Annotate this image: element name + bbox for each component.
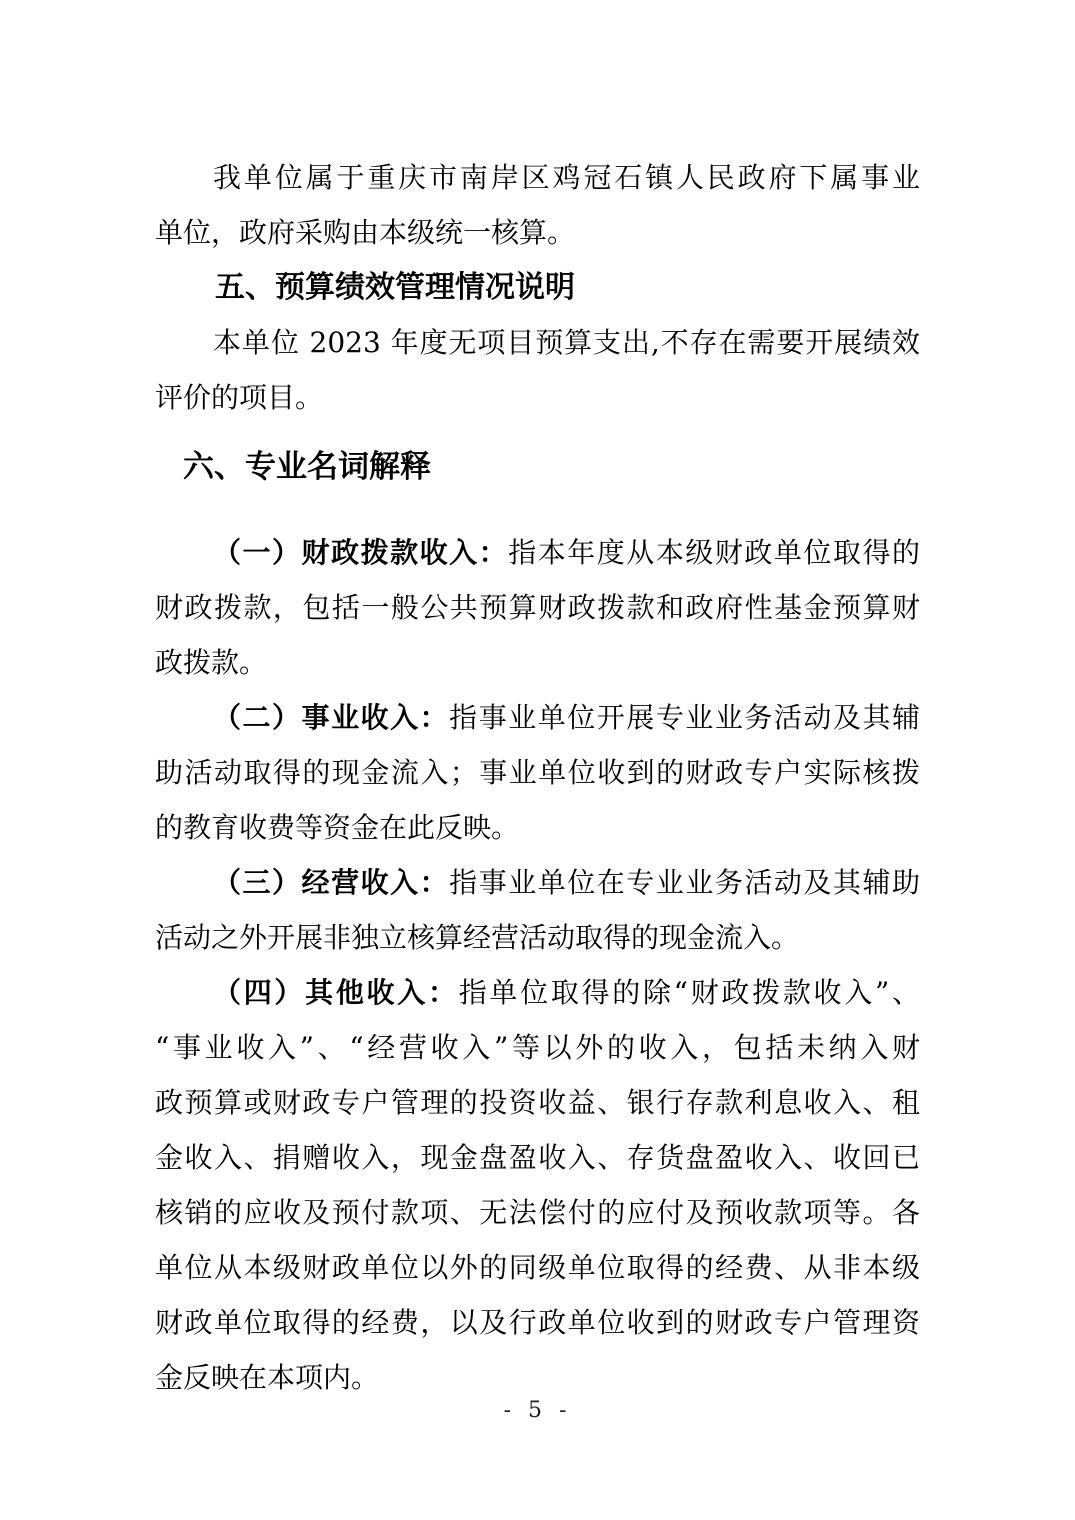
term-2-definition-start: 指事业单位开展专业业务活动及其辅 [449,701,920,734]
term-4-line-6: 单位从本级财政单位以外的同级单位取得的经费、从非本级 [155,1251,920,1284]
term-4-line-3: 政预算或财政专户管理的投资收益、银行存款利息收入、租 [155,1086,920,1119]
section-heading-six: 六、专业名词解释 [183,449,431,485]
term-4-line-2: “事业收入”、“经营收入”等以外的收入，包括未纳入财 [155,1031,920,1064]
paragraph-five-line-1: 本单位 2023 年度无项目预算支出,不存在需要开展绩效 [213,326,920,359]
term-3-definition-start: 指事业单位在专业业务活动及其辅助 [449,866,920,899]
paragraph-intro-line-2: 单位，政府采购由本级统一核算。 [155,216,576,249]
term-1-line-2: 财政拨款，包括一般公共预算财政拨款和政府性基金预算财 [155,591,920,624]
page-number: - 5 - [503,1398,572,1423]
term-1-lead: （一）财政拨款收入： [213,536,509,569]
term-3-lead: （三）经营收入： [213,866,450,899]
term-4-lead: （四）其他收入： [213,976,459,1009]
term-3-line-2: 活动之外开展非独立核算经营活动取得的现金流入。 [155,921,800,954]
section-heading-five: 五、预算绩效管理情况说明 [215,270,575,305]
paragraph-five-line-2: 评价的项目。 [155,381,324,414]
term-4-line-8: 金反映在本项内。 [155,1361,380,1394]
term-1-line-1 [155,525,920,580]
term-1-definition-start: 指本年度从本级财政单位取得的 [508,536,920,569]
term-3-line-1 [155,855,920,910]
term-2-lead: （二）事业收入： [213,701,450,734]
paragraph-intro-line-1: 我单位属于重庆市南岸区鸡冠石镇人民政府下属事业 [213,161,920,194]
term-2-line-1 [155,690,920,745]
term-4-line-7: 财政单位取得的经费，以及行政单位收到的财政专户管理资 [155,1306,920,1339]
term-4-line-5: 核销的应收及预付款项、无法偿付的应付及预收款项等。各 [155,1196,920,1229]
term-4-line-4: 金收入、捐赠收入，现金盘盈收入、存货盘盈收入、收回已 [155,1141,920,1174]
term-1-line-3: 政拨款。 [155,646,268,679]
document-body [155,150,920,1405]
term-2-line-3: 的教育收费等资金在此反映。 [155,811,520,844]
term-4-definition-start: 指单位取得的除“财政拨款收入”、 [458,976,920,1009]
term-4-line-1 [155,965,920,1020]
term-2-line-2: 助活动取得的现金流入；事业单位收到的财政专户实际核拨 [155,756,920,789]
